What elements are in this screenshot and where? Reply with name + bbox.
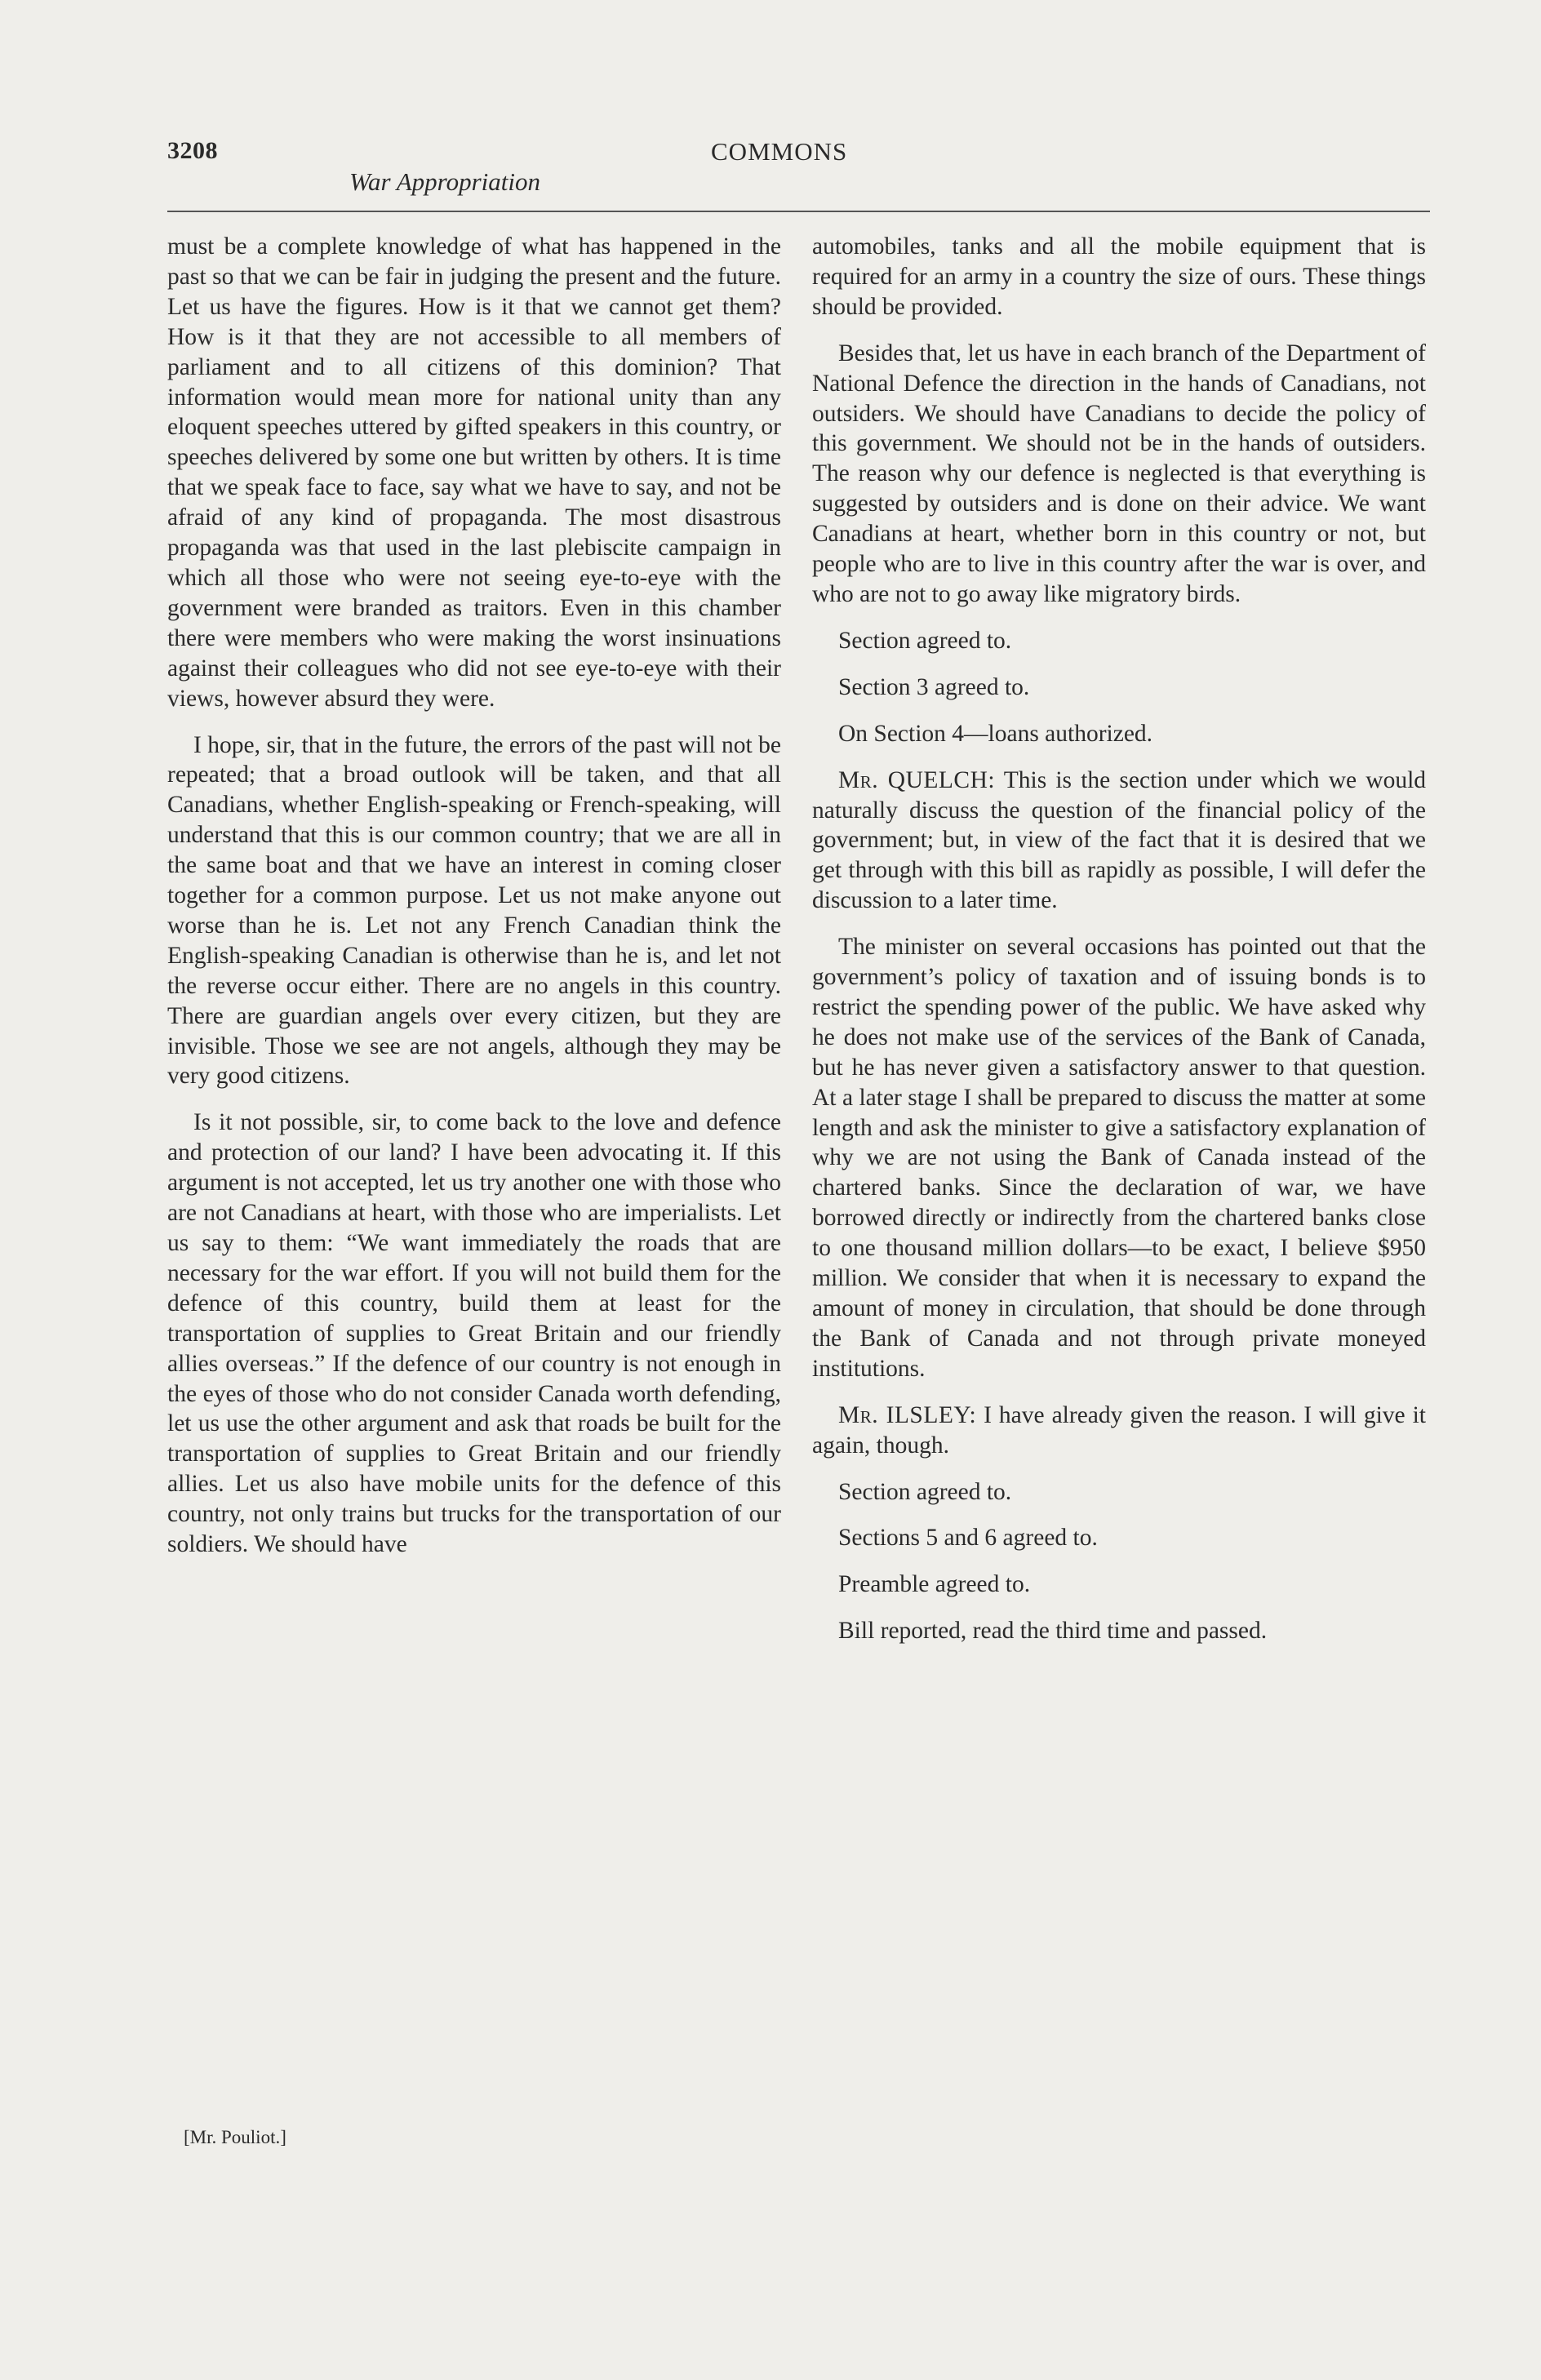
paragraph: Besides that, let us have in each branch of the Department of National Defence the direction in the hands of Canadians, not outsiders. We should have Canadians to decide the policy of this government. We should not be in the hands of outsiders. The reason why our defence is neglected is that everything is suggested by outsiders and is done on their advice. We want Canadians at heart, whether born in this country or not, but people who are to live in this country after the war is over, and who are not to go away like migratory birds. xyxy=(812,340,1426,607)
speech-text: This is the section under which we would naturally discuss the question of the financial policy of the government; but, in view of the fact that it is desired that we get through with this bill as rapidly as possible, I will defer the discussion to a later time. xyxy=(812,766,1427,914)
section-title: War Appropriation xyxy=(349,167,540,196)
speech-quelch xyxy=(812,766,1426,917)
paragraph: automobiles, tanks and all the mobile equipment that is required for an army in a country the size of ours. These things should be provided. xyxy=(812,233,1426,320)
paragraph: must be a complete knowledge of what has happened in the past so that we can be fair in judging the present and the future. Let us have the figures. How is it that we cannot get them? How is it that they are not accessible to all members of parliament and to all citizens of this dominion? That information would mean more for national unity than any eloquent speeches uttered by gifted speakers in this country, or speeches delivered by some one but written by others. It is time that we speak face to face, say what we have to say, and not be afraid of any kind of propaganda. The most disastrous propaganda was that used in the last plebiscite campaign in which all those who were not seeing eye-to-eye with the government were branded as traitors. Even in this chamber there were members who were making the worst insinuations against their colleagues who did not see eye-to-eye with their views, however absurd they were. xyxy=(167,233,781,712)
proceeding-line: Section agreed to. xyxy=(838,627,1012,654)
running-head: COMMONS xyxy=(711,137,848,166)
speaker-name: Mr. QUELCH: xyxy=(838,766,996,793)
proceeding-line: Section 3 agreed to. xyxy=(838,673,1030,700)
right-column xyxy=(812,232,1426,1663)
speaker-attribution: [Mr. Pouliot.] xyxy=(184,2127,286,2147)
paragraph: The minister on several occasions has pointed out that the government’s policy of taxation and of issuing bonds is to restrict the spending power of the public. We have asked why he does not make use of the services of the Bank of Canada, but he has never given a satisfactory answer to that question. At a later stage I shall be prepared to discuss the matter at some length and ask the minister to give a satisfactory explanation of why we are not using the Bank of Canada instead of the chartered banks. Since the declaration of war, we have borrowed directly or indirectly from the chartered banks close to one thousand million dollars—to be exact, I believe $950 million. We consider that when it is necessary to expand the amount of money in circulation, that should be done through the Bank of Canada and not through private moneyed institutions. xyxy=(812,934,1426,1382)
paragraph: I hope, sir, that in the future, the errors of the past will not be repeated; that a broad outlook will be taken, and that all Canadians, whether English-speaking or French-speaking, will understand that this is our common country; that we are all in the same boat and that we have an interest in coming closer together for a common purpose. Let us not make anyone out worse than he is. Let not any French Canadian think the English-speaking Canadian is otherwise than he is, and let not the reverse occur either. There are no angels in this country. There are guardian angels over every citizen, but they are invisible. Those we see are not angels, although they may be very good citizens. xyxy=(167,731,781,1090)
speech-text: I have already given the reason. I will give it again, though. xyxy=(812,1401,1427,1459)
speech-ilsley xyxy=(812,1401,1426,1461)
speaker-name: Mr. ILSLEY: xyxy=(838,1401,977,1428)
proceeding-line: Preamble agreed to. xyxy=(838,1571,1031,1598)
proceeding-line: Bill reported, read the third time and passed. xyxy=(838,1618,1268,1645)
left-column xyxy=(167,232,781,1576)
proceeding-line: Section agreed to. xyxy=(838,1478,1012,1505)
header-rule xyxy=(167,211,1430,212)
proceeding-line: Sections 5 and 6 agreed to. xyxy=(838,1525,1098,1552)
page-number: 3208 xyxy=(167,137,218,164)
paragraph: Is it not possible, sir, to come back to the love and defence and protection of our land? I have been advocating it. If this argument is not accepted, let us try another one with those who are not Canadians at heart, with those who are imperialists. Let us say to them: “We want immediately the roads that are necessary for the war effort. If you will not build them for the defence of this country, build them at least for the transportation of supplies to Great Britain and our friendly allies overseas.” If the defence of our country is not enough in the eyes of those who do not consider Canada worth defending, let us use the other argument and ask that roads be built for the transportation of supplies to Great Britain and our friendly allies. Let us also have mobile units for the defence of this country, not only trains but trucks for the transportation of our soldiers. We should have xyxy=(167,1109,781,1558)
proceeding-line: On Section 4—loans authorized. xyxy=(838,720,1153,747)
